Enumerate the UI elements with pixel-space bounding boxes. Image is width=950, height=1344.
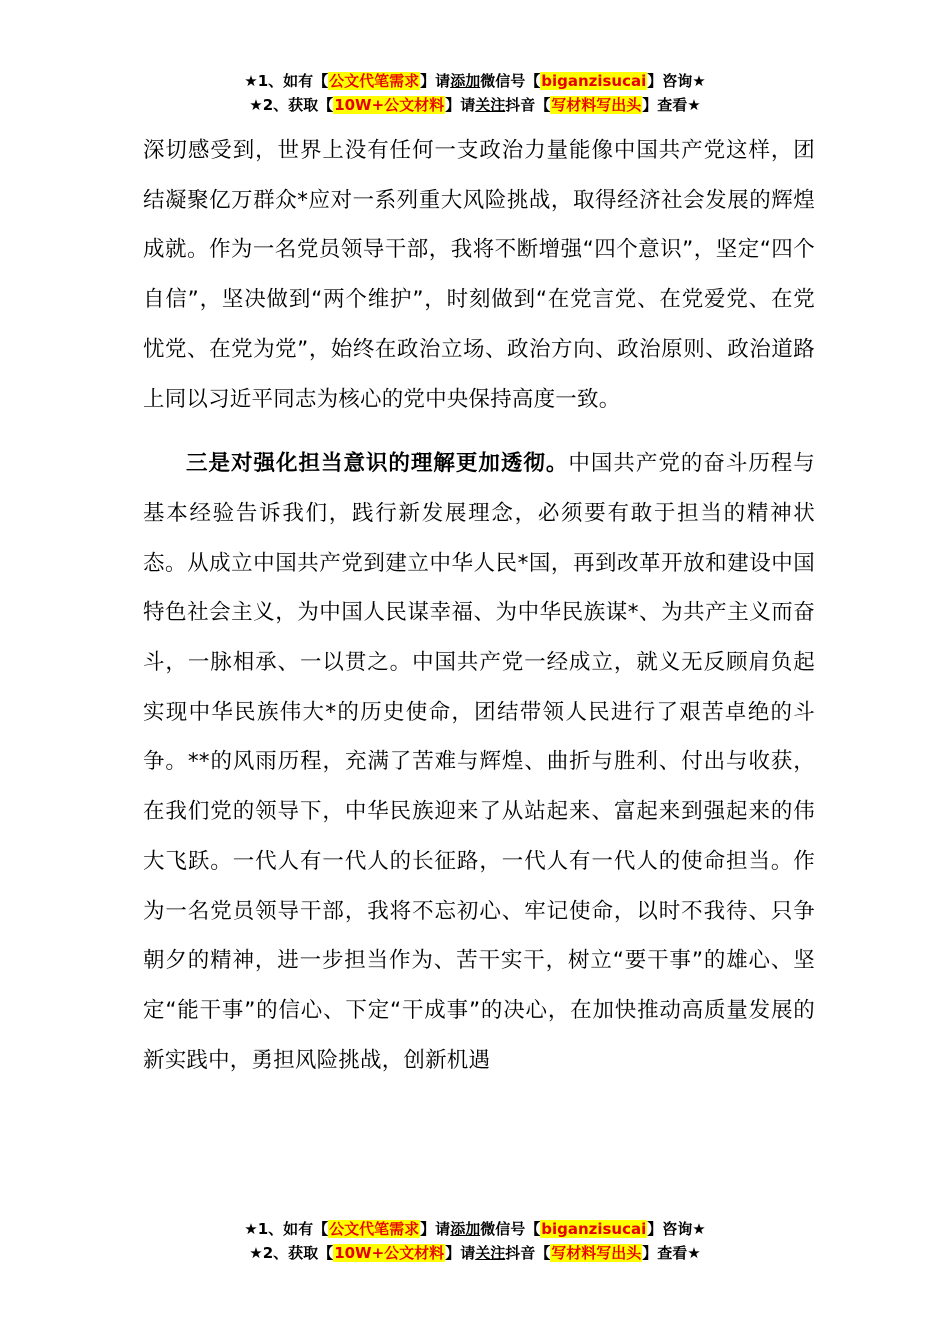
header-line-1-suffix: 】咨询★ (647, 72, 706, 90)
header-line-2-highlight-materials: 10W+公文材料 (334, 96, 445, 114)
footer-banner (0, 1217, 950, 1265)
header-line-2-suffix: 】查看★ (642, 96, 701, 114)
footer-line-1-suffix: 】咨询★ (647, 1220, 706, 1238)
paragraph-2 (143, 439, 815, 1085)
header-line-1-text-2: 微信号【 (480, 72, 541, 90)
footer-line-2-highlight-materials: 10W+公文材料 (334, 1244, 445, 1262)
footer-line-1-prefix: ★1、如有【 (244, 1220, 329, 1238)
document-body (143, 126, 815, 1085)
footer-line-2-text-2: 抖音【 (505, 1244, 551, 1262)
header-banner (0, 69, 950, 117)
footer-line-1 (0, 1217, 950, 1241)
footer-line-2-suffix: 】查看★ (642, 1244, 701, 1262)
header-line-2-text-2: 抖音【 (505, 96, 551, 114)
footer-line-2-text: 】请 (445, 1244, 476, 1262)
footer-line-1-highlight-service: 公文代笔需求 (329, 1220, 420, 1238)
footer-line-2-prefix: ★2、获取【 (249, 1244, 334, 1262)
header-line-1-text: 】请 (420, 72, 451, 90)
footer-line-1-underlined: 添加 (450, 1220, 481, 1238)
header-line-2-text: 】请 (445, 96, 476, 114)
header-line-2 (0, 93, 950, 117)
footer-line-2 (0, 1241, 950, 1265)
header-line-1 (0, 69, 950, 93)
footer-line-1-text: 】请 (420, 1220, 451, 1238)
header-line-1-highlight-wechat: biganzisucai (541, 72, 647, 90)
footer-line-2-underlined: 关注 (475, 1244, 506, 1262)
header-line-2-prefix: ★2、获取【 (249, 96, 334, 114)
footer-line-1-highlight-wechat: biganzisucai (541, 1220, 647, 1238)
header-line-1-underlined: 添加 (450, 72, 481, 90)
header-line-2-underlined: 关注 (475, 96, 506, 114)
paragraph-2-text: 中国共产党的奋斗历程与基本经验告诉我们，践行新发展理念，必须要有敢于担当的精神状态。从成立中国共产党到建立中华人民*国，再到改革开放和建设中国特色社会主义，为中国人民谋幸福、为中华民族谋*、为共产主义而奋斗，一脉相承、一以贯之。中国共产党一经成立，就义无反顾肩负起实现中华民族伟大*的历史使命，团结带领人民进行了艰苦卓绝的斗争。**的风雨历程，充满了苦难与辉煌、曲折与胜利、付出与收获，在我们党的领导下，中华民族迎来了从站起来、富起来到强起来的伟大飞跃。一代人有一代人的长征路，一代人有一代人的使命担当。作为一名党员领导干部，我将不忘初心、牢记使命，以时不我待、只争朝夕的精神，进一步担当作为、苦干实干，树立“要干事”的雄心、坚定“能干事”的信心、下定“干成事”的决心，在加快推动高质量发展的新实践中，勇担风险挑战，创新机遇 (143, 451, 815, 1073)
header-line-1-prefix: ★1、如有【 (244, 72, 329, 90)
header-line-1-highlight-service: 公文代笔需求 (329, 72, 420, 90)
paragraph-1: 深切感受到，世界上没有任何一支政治力量能像中国共产党这样，团结凝聚亿万群众*应对一系列重大风险挑战，取得经济社会发展的辉煌成就。作为一名党员领导干部，我将不断增强“四个意识”，坚定“四个自信”，坚决做到“两个维护”，时刻做到“在党言党、在党爱党、在党忧党、在党为党”，始终在政治立场、政治方向、政治原则、政治道路上同以习近平同志为核心的党中央保持高度一致。 (143, 138, 815, 412)
header-line-2-highlight-account: 写材料写出头 (551, 96, 642, 114)
paragraph-2-lead: 三是对强化担当意识的理解更加透彻。 (186, 451, 569, 477)
footer-line-1-text-2: 微信号【 (480, 1220, 541, 1238)
footer-line-2-highlight-account: 写材料写出头 (551, 1244, 642, 1262)
